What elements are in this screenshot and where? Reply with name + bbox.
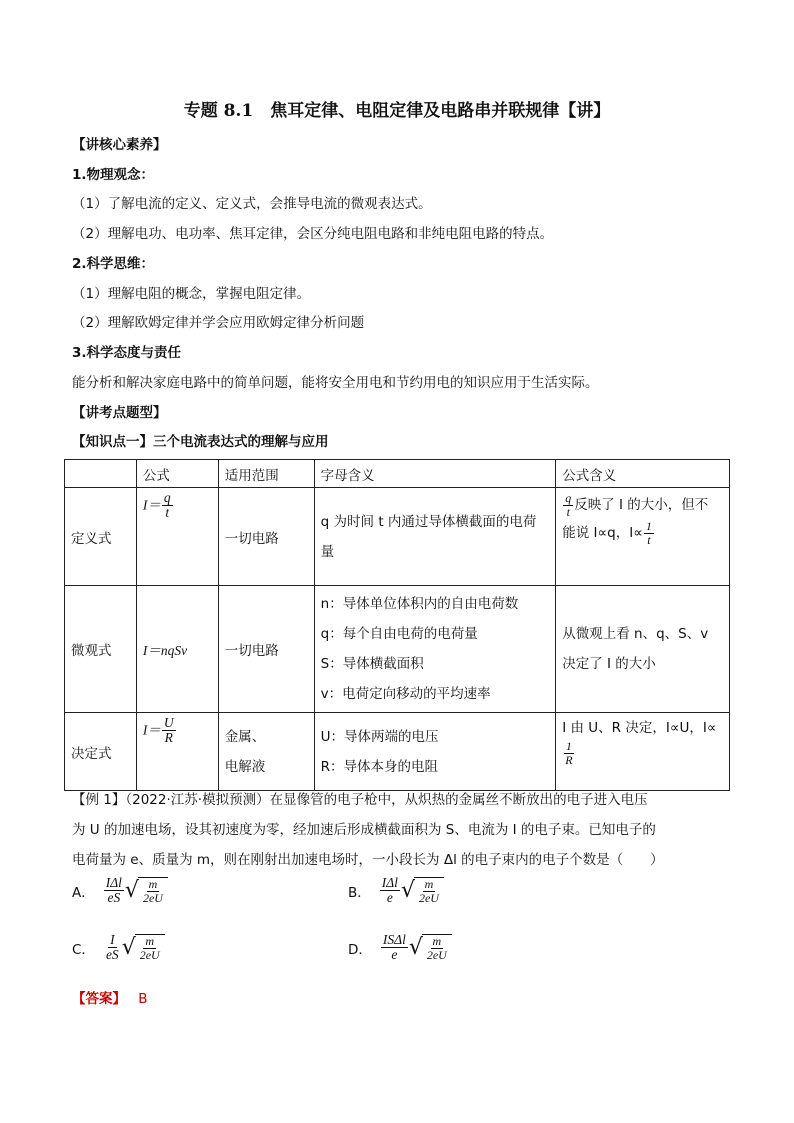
table-row — [65, 713, 730, 791]
option-c[interactable] — [72, 933, 165, 962]
row-name: 定义式 — [65, 488, 137, 586]
row-name: 决定式 — [65, 713, 137, 791]
sense-line: 从微观上看 n、q、S、v — [562, 626, 709, 642]
sqrt-sign-icon: √ — [124, 877, 139, 903]
header-cell: 公式 — [136, 460, 218, 488]
fraction-denominator: R — [565, 752, 573, 767]
fraction-denominator: t — [165, 505, 170, 521]
sense-line: 决定了 I 的大小 — [562, 656, 656, 672]
fraction-numerator: m — [424, 877, 434, 892]
option-fraction — [380, 876, 400, 905]
table-row — [65, 586, 730, 713]
scope-cell — [218, 713, 314, 791]
section-2-heading: 2.科学思维： — [72, 256, 155, 272]
option-label: D． — [348, 941, 372, 958]
section-1-item-1: （1）了解电流的定义、定义式，会推导电流的微观表达式。 — [72, 196, 432, 212]
fraction-denominator: R — [164, 730, 173, 746]
scope-line: 金属、 — [224, 728, 266, 745]
fraction-numerator: I — [110, 932, 115, 947]
fraction-numerator: 1 — [645, 518, 652, 533]
formula-fraction — [162, 491, 173, 520]
section-3-heading: 3.科学态度与责任 — [72, 345, 182, 361]
option-a[interactable] — [72, 876, 168, 905]
fraction-denominator: t — [566, 504, 570, 519]
sqrt-sign-icon: √ — [408, 934, 423, 960]
section-1-item-2: （2）理解电功、电功率、焦耳定律，会区分纯电阻电路和非纯电阻电路的特点。 — [72, 226, 554, 242]
meaning-line: R：导体本身的电阻 — [320, 758, 439, 775]
section-2-item-1: （1）理解电阻的概念，掌握电阻定律。 — [72, 286, 311, 302]
scope-cell: 一切电路 — [218, 488, 314, 586]
sqrt-sign-icon: √ — [121, 934, 136, 960]
meaning-line: S：导体横截面积 — [320, 656, 424, 672]
sqrt-radicand — [422, 934, 452, 961]
fraction-denominator: t — [647, 532, 651, 547]
example-line-2: 为 U 的加速电场，设其初速度为零，经加速后形成横截面积为 S、电流为 I 的电子束。已知电子的 — [72, 822, 656, 838]
option-label: C． — [72, 941, 95, 958]
sqrt-expression — [409, 934, 452, 961]
formula-lhs: I＝ — [142, 497, 161, 513]
formula-table — [64, 459, 730, 791]
sense-cell — [556, 713, 730, 791]
sqrt-sign-icon: √ — [400, 877, 415, 903]
sense-fraction — [563, 492, 573, 518]
option-label: A． — [72, 884, 95, 901]
sense-text: 反映了 I 的大小，但不 — [574, 497, 709, 513]
fraction-denominator: 2eU — [418, 890, 439, 905]
sqrt-expression — [125, 877, 168, 904]
kaodian-header: 【讲考点题型】 — [72, 405, 167, 421]
sense-text: I 由 U、R 决定，I∝U，I∝ — [562, 720, 717, 736]
meaning-line: v：电荷定向移动的平均速率 — [320, 686, 491, 702]
fraction-numerator: m — [432, 934, 442, 949]
row-name: 微观式 — [65, 586, 137, 713]
option-fraction — [104, 876, 124, 905]
fraction-numerator: m — [148, 877, 158, 892]
sense-text: 能说 I∝q，I∝ — [562, 525, 643, 541]
sqrt-radicand — [138, 877, 168, 904]
page-title: 专题 8.1 焦耳定律、电阻定律及电路串并联规律【讲】 — [183, 101, 611, 121]
option-d[interactable] — [348, 933, 452, 962]
sense-cell — [556, 586, 730, 713]
meaning-line: n：导体单位体积内的自由电荷数 — [320, 596, 519, 612]
header-cell: 字母含义 — [314, 460, 556, 488]
fraction-denominator: eS — [105, 947, 119, 963]
fraction-numerator: q — [163, 490, 171, 505]
fraction-numerator: U — [163, 715, 174, 730]
meaning-line: q：每个自由电荷的电荷量 — [320, 626, 478, 642]
table-row — [65, 488, 730, 586]
answer-value: B — [138, 991, 148, 1007]
header-cell: 公式含义 — [556, 460, 730, 488]
sqrt-radicand — [135, 934, 165, 961]
formula-fraction — [162, 716, 176, 745]
header-cell: 适用范围 — [218, 460, 314, 488]
formula-lhs: I＝ — [142, 722, 161, 738]
sense-cell — [556, 488, 730, 586]
scope-line: 电解液 — [224, 758, 266, 775]
header-empty-cell — [65, 460, 137, 488]
meaning-line: U：导体两端的电压 — [320, 728, 439, 745]
formula-cell — [136, 713, 218, 791]
core-header: 【讲核心素养】 — [72, 137, 167, 153]
fraction-numerator: m — [145, 934, 155, 949]
example-line-1: 【例 1】（2022·江苏·模拟预测）在显像管的电子枪中，从炽热的金属丝不断放出的电子进入电压 — [72, 792, 648, 808]
sense-fraction — [563, 740, 574, 766]
fraction-denominator: e — [386, 890, 393, 906]
knowledge-point-1: 【知识点一】三个电流表达式的理解与应用 — [72, 434, 329, 450]
example-line-3: 电荷量为 e、质量为 m，则在刚射出加速电场时，一小段长为 Δl 的电子束内的电子个数是（ ） — [72, 852, 664, 868]
option-fraction — [104, 933, 121, 962]
option-label: B． — [348, 884, 371, 901]
sqrt-expression — [122, 934, 165, 961]
scope-cell: 一切电路 — [218, 586, 314, 713]
radicand-fraction — [425, 935, 449, 961]
fraction-denominator: e — [391, 947, 398, 963]
sqrt-radicand — [414, 877, 444, 904]
fraction-denominator: 2eU — [139, 947, 160, 962]
answer-tag: 【答案】 — [72, 991, 126, 1007]
formula-text: I＝nqSv — [142, 643, 188, 658]
answer-line — [72, 987, 148, 1007]
formula-cell — [136, 586, 218, 713]
option-b[interactable] — [348, 876, 444, 905]
section-2-item-2: （2）理解欧姆定律并学会应用欧姆定律分析问题 — [72, 315, 365, 331]
fraction-denominator: 2eU — [142, 890, 163, 905]
meaning-cell — [314, 586, 556, 713]
option-fraction — [381, 933, 408, 962]
meaning-cell — [314, 713, 556, 791]
section-1-heading: 1.物理观念： — [72, 167, 155, 183]
formula-cell — [136, 488, 218, 586]
fraction-denominator: 2eU — [426, 947, 447, 962]
fraction-numerator: IΔl — [105, 875, 122, 890]
radicand-fraction — [417, 878, 441, 904]
radicand-fraction — [138, 935, 162, 961]
sqrt-expression — [401, 877, 444, 904]
fraction-denominator: eS — [107, 890, 121, 906]
fraction-numerator: q — [565, 490, 572, 505]
fraction-numerator: 1 — [565, 739, 572, 753]
meaning-cell: q 为时间 t 内通过导体横截面的电荷量 — [314, 488, 556, 586]
fraction-numerator: IΔl — [381, 875, 398, 890]
fraction-numerator: ISΔl — [382, 932, 406, 947]
section-3-text: 能分析和解决家庭电路中的简单问题，能将安全用电和节约用电的知识应用于生活实际。 — [72, 375, 599, 391]
sense-fraction — [644, 520, 654, 546]
radicand-fraction — [141, 878, 165, 904]
table-header-row — [65, 460, 730, 488]
